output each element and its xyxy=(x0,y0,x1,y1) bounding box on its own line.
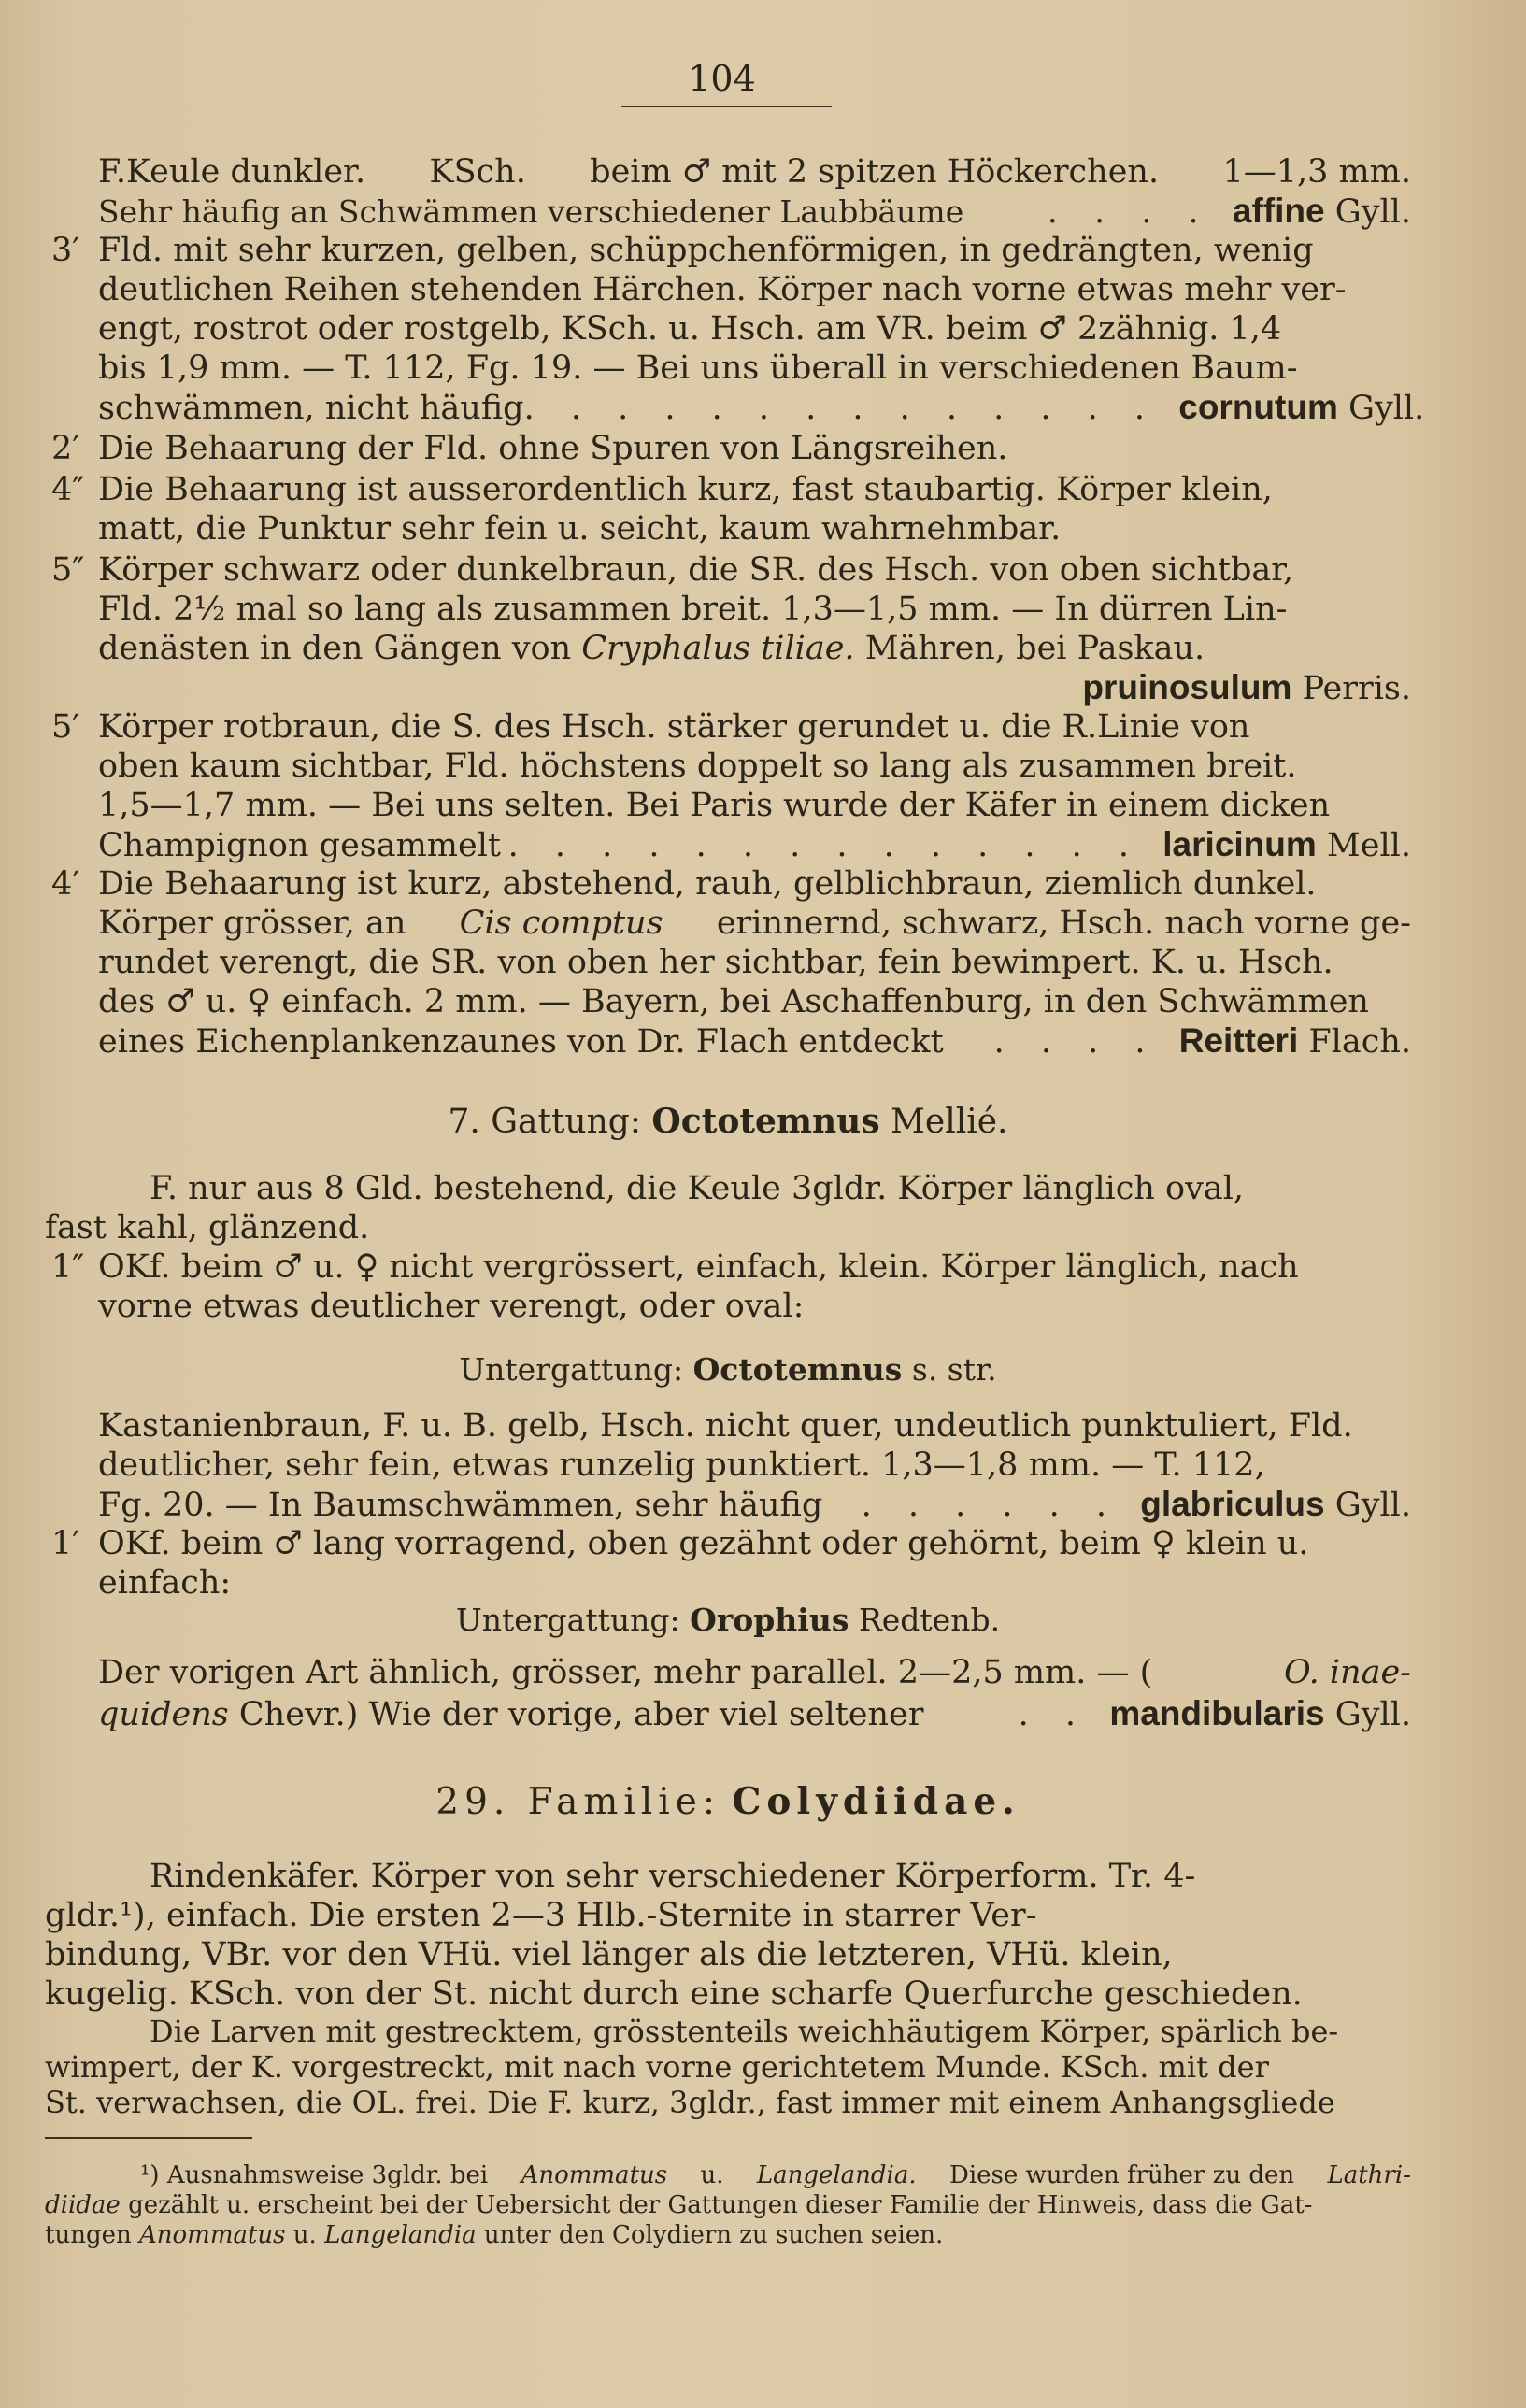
page-number-rule xyxy=(621,106,832,107)
couplet-mark: 5′ xyxy=(51,708,80,746)
text-line: deutlicher, sehr fein, etwas runzelig punktiert. 1,3—1,8 mm. — T. 112, xyxy=(98,1446,1265,1484)
species-name: affine xyxy=(1232,192,1325,230)
species-name: Reitteri xyxy=(1178,1021,1299,1060)
text-line: Der vorigen Art ähnlich, grösser, mehr parallel. 2—2,5 mm. — ( O. inae- xyxy=(98,1654,1411,1691)
species-name: cornutum xyxy=(1178,388,1338,426)
couplet-mark: 4′ xyxy=(51,865,80,903)
text-line: vorne etwas deutlicher verengt, oder oval: xyxy=(98,1288,805,1325)
key-couplet: 5′ Körper rotbraun, die S. des Hsch. stärker gerundet u. die R.Linie von xyxy=(51,708,1250,746)
text-line: F.Keule dunkler. KSch. beim ♂ mit 2 spitzen Höckerchen. 1—1,3 mm. xyxy=(98,153,1411,191)
text-line: engt, rostrot oder rostgelb, KSch. u. Hsch. am VR. beim ♂ 2zähnig. 1,4 xyxy=(98,310,1282,348)
family-heading: 29. Familie: Colydiidae. xyxy=(435,1780,1020,1823)
text-line: Sehr häufig an Schwämmen verschiedener Laubbäume . . . . affine Gyll. xyxy=(98,192,1411,231)
couplet-mark: 5″ xyxy=(51,551,85,589)
text-line: F. nur aus 8 Gld. bestehend, die Keule 3gldr. Körper länglich oval, xyxy=(150,1170,1245,1207)
key-couplet: 4″ Die Behaarung ist ausserordentlich kurz, fast staubartig. Körper klein, xyxy=(51,471,1273,508)
species-name: laricinum xyxy=(1162,825,1317,863)
text-line: oben kaum sichtbar, Fld. höchstens doppelt so lang als zusammen breit. xyxy=(98,748,1297,785)
genus-heading: 7. Gattung: Octotemnus Mellié. xyxy=(448,1102,1008,1141)
text-line: bindung, VBr. vor den VHü. viel länger als die letzteren, VHü. klein, xyxy=(45,1936,1173,1973)
text-line: fast kahl, glänzend. xyxy=(45,1209,370,1247)
couplet-mark: 3′ xyxy=(51,232,80,269)
footnote-line: ¹) Ausnahmsweise 3gldr. bei Anommatus u. Langelandia. Diese wurden früher zu den Lathri- xyxy=(140,2161,1411,2189)
text-line: deutlichen Reihen stehenden Härchen. Körper nach vorne etwas mehr ver- xyxy=(98,271,1347,308)
couplet-mark: 1′ xyxy=(51,1525,80,1562)
subgenus-heading: Untergattung: Octotemnus s. str. xyxy=(459,1351,997,1388)
text-line: Kastanienbraun, F. u. B. gelb, Hsch. nicht quer, undeutlich punktuliert, Fld. xyxy=(98,1407,1353,1445)
key-couplet: 5″ Körper schwarz oder dunkelbraun, die SR. des Hsch. von oben sichtbar, xyxy=(51,551,1294,589)
couplet-mark: 4″ xyxy=(51,471,85,508)
key-couplet: 1″ OKf. beim ♂ u. ♀ nicht vergrössert, einfach, klein. Körper länglich, nach xyxy=(51,1248,1299,1286)
key-couplet: 2′ Die Behaarung der Fld. ohne Spuren von Längsreihen. xyxy=(51,430,1008,467)
text-line: gldr.¹), einfach. Die ersten 2—3 Hlb.-Sternite in starrer Ver- xyxy=(45,1897,1037,1934)
footnote-rule xyxy=(45,2137,252,2139)
footnote-line: diidae gezählt u. erscheint bei der Uebersicht der Gattungen dieser Familie der Hinweis, dass die Gat- xyxy=(45,2191,1313,2219)
footnote-line: tungen Anommatus u. Langelandia unter den Colydiern zu suchen seien. xyxy=(45,2221,944,2249)
text-line: des ♂ u. ♀ einfach. 2 mm. — Bayern, bei Aschaffenburg, in den Schwämmen xyxy=(98,983,1369,1020)
text-line: Fld. 2½ mal so lang als zusammen breit. 1,3—1,5 mm. — In dürren Lin- xyxy=(98,591,1288,628)
species-name: glabriculus xyxy=(1140,1485,1325,1523)
text-line: Die Larven mit gestrecktem, grösstenteils weichhäutigem Körper, spärlich be- xyxy=(150,2014,1339,2049)
text-line: 1,5—1,7 mm. — Bei uns selten. Bei Paris wurde der Käfer in einem dicken xyxy=(98,787,1331,824)
text-line: wimpert, der K. vorgestreckt, mit nach vorne gerichtetem Munde. KSch. mit der xyxy=(45,2049,1269,2085)
text-line: Rindenkäfer. Körper von sehr verschiedener Körperform. Tr. 4- xyxy=(150,1858,1196,1895)
key-couplet: 3′ Fld. mit sehr kurzen, gelben, schüppchenförmigen, in gedrängten, wenig xyxy=(51,232,1314,269)
key-couplet: 1′ OKf. beim ♂ lang vorragend, oben gezähnt oder gehörnt, beim ♀ klein u. xyxy=(51,1525,1309,1562)
text-line: kugelig. KSch. von der St. nicht durch eine scharfe Querfurche geschieden. xyxy=(45,1975,1303,2013)
subgenus-heading: Untergattung: Orophius Redtenb. xyxy=(455,1602,1001,1638)
text-line: quidens Chevr.) Wie der vorige, aber viel seltener . . mandibularis Gyll. xyxy=(98,1694,1411,1733)
text-line: bis 1,9 mm. — T. 112, Fg. 19. — Bei uns überall in verschiedenen Baum- xyxy=(98,349,1298,387)
page-number: 104 xyxy=(688,58,756,99)
text-line: Körper grösser, an Cis comptus erinnernd, schwarz, Hsch. nach vorne ge- xyxy=(98,905,1411,942)
couplet-mark: 1″ xyxy=(51,1248,85,1286)
text-line: Champignon gesammelt . . . . . . . . . . . . . . laricinum Mell. xyxy=(98,825,1411,864)
text-line: eines Eichenplankenzaunes von Dr. Flach entdeckt . . . . Reitteri Flach. xyxy=(98,1021,1411,1061)
species-name: pruinosulum xyxy=(1082,668,1292,706)
text-line: matt, die Punktur sehr fein u. seicht, kaum wahrnehmbar. xyxy=(98,510,1062,548)
text-line: schwämmen, nicht häufig . . . . . . . . . . . . . . cornutum Gyll. xyxy=(98,388,1425,427)
genus-reference: Cryphalus tiliae. xyxy=(581,630,855,667)
text-line: einfach: xyxy=(98,1564,232,1602)
species-name: mandibularis xyxy=(1109,1694,1325,1732)
key-couplet: 4′ Die Behaarung ist kurz, abstehend, rauh, gelblichbraun, ziemlich dunkel. xyxy=(51,865,1317,903)
text-line: St. verwachsen, die OL. frei. Die F. kurz, 3gldr., fast immer mit einem Anhangsgliede xyxy=(45,2085,1335,2120)
text-line: Fg. 20. — In Baumschwämmen, sehr häufig . . . . . . glabriculus Gyll. xyxy=(98,1485,1411,1524)
genus-reference: Cis comptus xyxy=(459,905,663,942)
text-line: rundet verengt, die SR. von oben her sichtbar, fein bewimpert. K. u. Hsch. xyxy=(98,944,1333,981)
text-line: denästen in den Gängen von Cryphalus tiliae. Mähren, bei Paskau. xyxy=(98,630,1205,667)
couplet-mark: 2′ xyxy=(51,430,80,467)
text-line: pruinosulum Perris. xyxy=(1082,668,1411,707)
